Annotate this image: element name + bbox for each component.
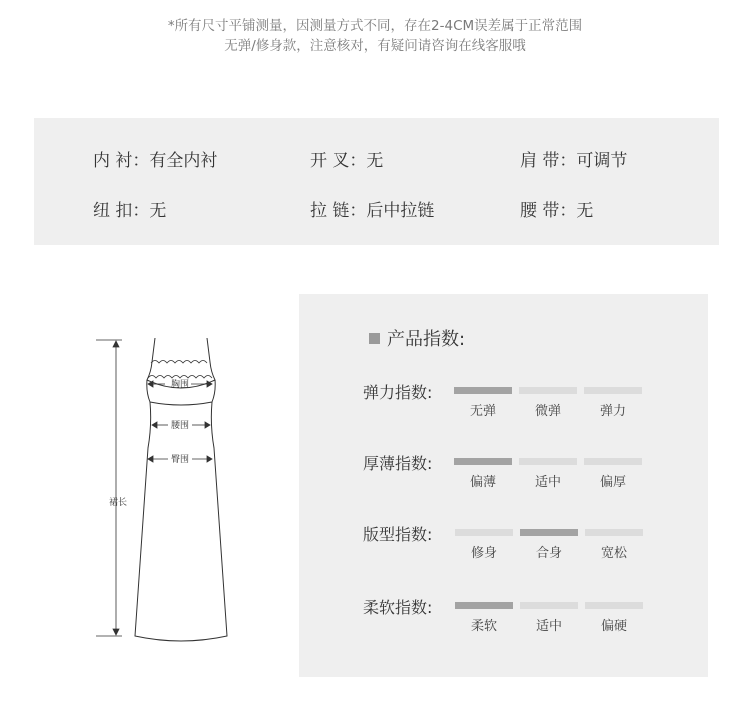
index-label: 版型指数: — [363, 525, 433, 544]
index-bar-segment — [519, 387, 577, 394]
index-row — [363, 380, 663, 430]
index-option: 微弹 — [534, 404, 561, 419]
index-bar-segment — [454, 387, 512, 394]
square-bullet-icon — [369, 333, 380, 344]
index-option: 修身 — [470, 546, 497, 561]
index-bar-segment — [455, 602, 513, 609]
bust-label: 胸围 — [170, 380, 190, 390]
spec-zipper: 拉 链：后中拉链 — [310, 201, 435, 221]
index-bar-segment — [520, 529, 578, 536]
index-option: 柔软 — [470, 619, 497, 634]
index-bar-segment — [584, 387, 642, 394]
index-bar-segment — [454, 458, 512, 465]
spec-slit: 开 叉：无 — [310, 151, 384, 171]
dress-diagram — [90, 330, 240, 650]
index-row — [363, 595, 663, 645]
index-label: 厚薄指数: — [363, 454, 433, 473]
index-bar-segment — [585, 602, 643, 609]
index-option: 偏薄 — [469, 475, 496, 490]
index-option: 偏厚 — [599, 475, 626, 490]
measurement-note: *所有尺寸平铺测量，因测量方式不同，存在2-4CM误差属于正常范围 — [167, 18, 583, 34]
measure-lines — [96, 340, 212, 636]
spec-lining: 内 衬：有全内衬 — [93, 151, 218, 171]
index-option: 弹力 — [599, 404, 626, 419]
index-option: 适中 — [535, 619, 562, 634]
spec-belt: 腰 带：无 — [520, 201, 594, 221]
index-option: 合身 — [535, 546, 562, 561]
spec-buttons: 纽 扣：无 — [93, 201, 167, 221]
index-bar-segment — [455, 529, 513, 536]
spec-straps: 肩 带：可调节 — [520, 151, 628, 171]
index-option: 偏硬 — [600, 619, 627, 634]
hip-label: 臀围 — [170, 455, 190, 465]
product-index-panel — [299, 294, 708, 677]
index-row — [363, 522, 663, 572]
length-label: 裙长 — [108, 498, 128, 508]
waist-label: 腰围 — [170, 421, 190, 431]
index-label: 弹力指数: — [363, 383, 433, 402]
index-option: 无弹 — [469, 404, 496, 419]
index-bar-segment — [584, 458, 642, 465]
index-bar-segment — [519, 458, 577, 465]
index-bar-segment — [520, 602, 578, 609]
index-label: 柔软指数: — [363, 598, 433, 617]
panel-title: 产品指数: — [369, 325, 465, 351]
spec-table — [34, 118, 719, 245]
fit-note: 无弹/修身款，注意核对，有疑问请咨询在线客服哦 — [224, 38, 526, 54]
index-row — [363, 451, 663, 501]
index-option: 宽松 — [600, 546, 627, 561]
index-bar-segment — [585, 529, 643, 536]
index-option: 适中 — [534, 475, 561, 490]
